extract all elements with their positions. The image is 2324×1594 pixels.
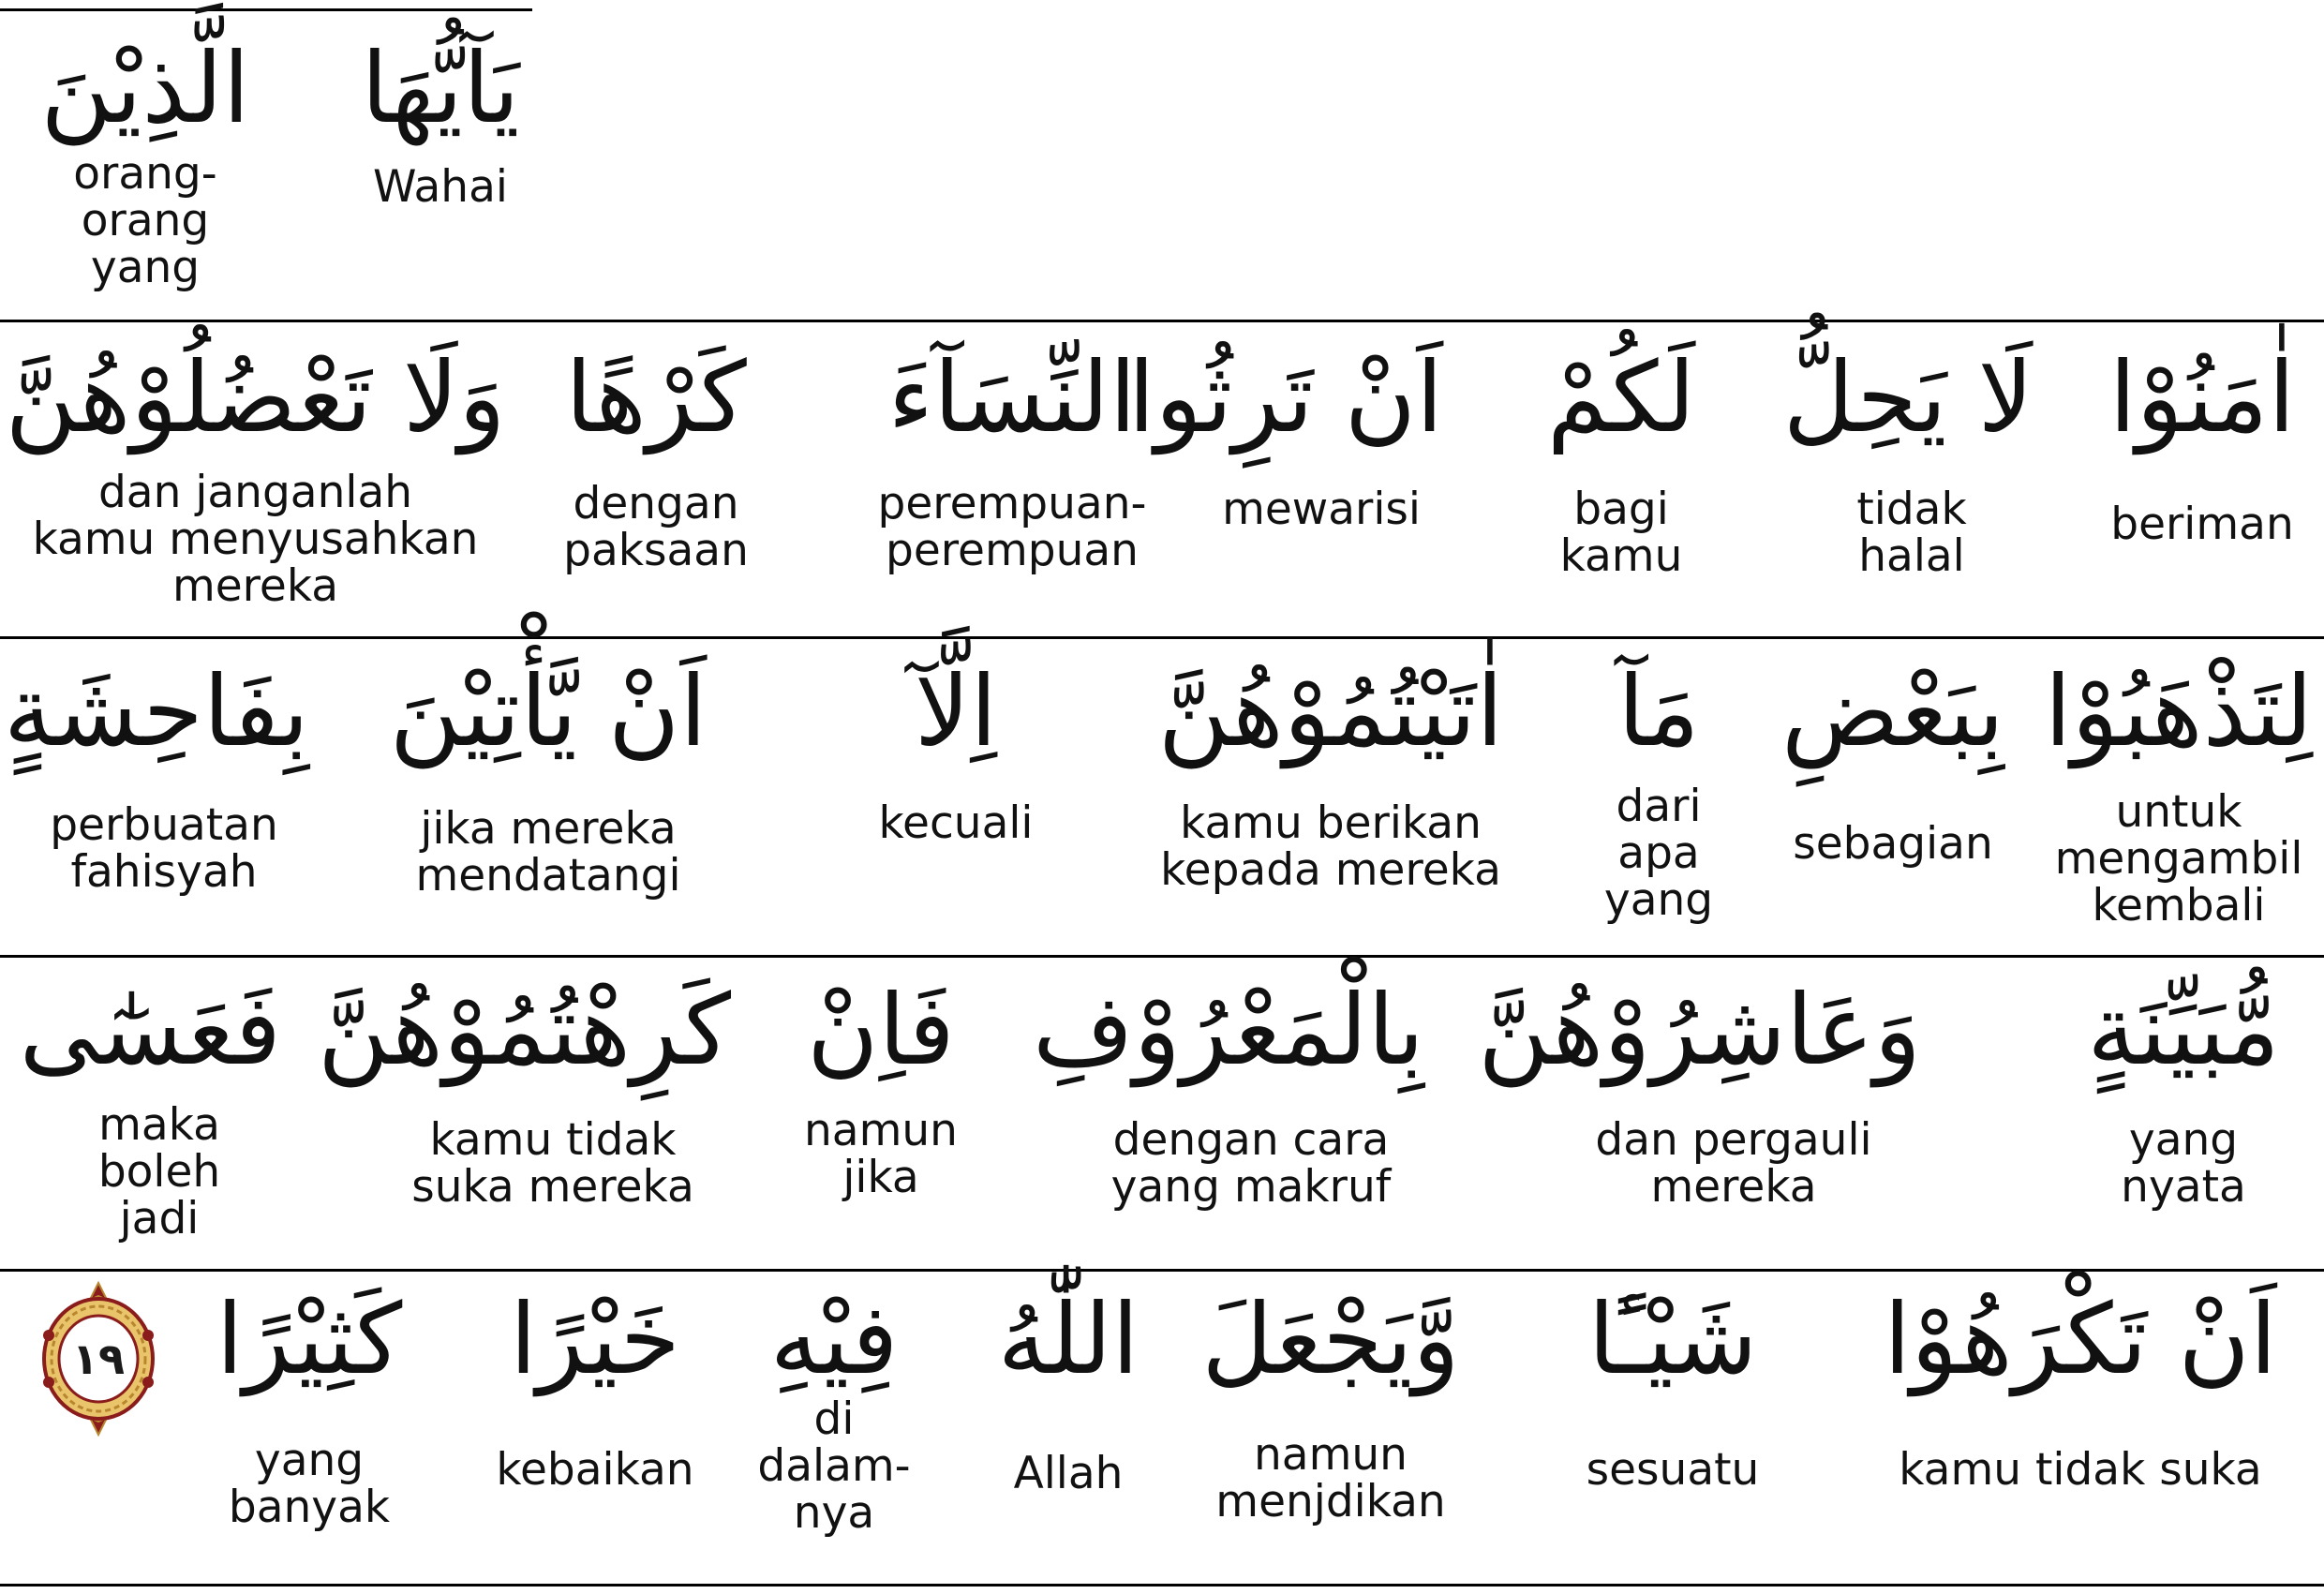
arabic-word: لَكُمْ xyxy=(1546,340,1696,454)
word-cell xyxy=(318,973,731,1214)
arabic-word: اِلَّآ xyxy=(914,654,998,768)
translation: yang banyak xyxy=(228,1435,391,1534)
arabic-word: فَاِنْ xyxy=(807,973,955,1087)
arabic-word: يَآيُّهَا xyxy=(361,31,520,145)
arabic-word: خَيْرًا xyxy=(510,1282,680,1396)
verse-number-medallion xyxy=(37,1279,159,1438)
translation: kamu tidak suka xyxy=(1899,1444,2262,1497)
word-cell xyxy=(1032,973,1424,1214)
arabic-word: بِالْمَعْرُوْفِ xyxy=(1032,973,1424,1087)
word-cell xyxy=(778,973,984,1204)
word-cell xyxy=(19,973,281,1245)
translation: kamu berikan kepada mereka xyxy=(1160,797,1501,897)
translation: kecuali xyxy=(878,797,1034,850)
translation: kamu tidak suka mereka xyxy=(411,1114,694,1214)
word-cell xyxy=(3,654,309,899)
row-divider xyxy=(0,955,2324,958)
verse-number: ١٩ xyxy=(71,1333,126,1384)
arabic-word: بِبَعْضِ xyxy=(1781,654,2004,768)
arabic-word: كَرِهْتُمُوْهُنَّ xyxy=(318,973,731,1087)
translation: dengan paksaan xyxy=(563,478,749,577)
arabic-word: اٰمَنُوْا xyxy=(2108,340,2296,454)
word-cell xyxy=(2080,340,2324,551)
word-cell xyxy=(169,1282,450,1534)
translation: perempuan- perempuan xyxy=(877,478,1147,577)
translation: mewarisi xyxy=(1222,484,1421,536)
translation: Wahai xyxy=(373,161,508,214)
word-cell xyxy=(1865,1282,2296,1497)
arabic-word: وَّيَجْعَلَ xyxy=(1201,1282,1460,1396)
translation: namun menjdikan xyxy=(1215,1429,1446,1528)
translation: Allah xyxy=(1013,1448,1124,1500)
translation: perbuatan fahisyah xyxy=(50,799,278,899)
word-cell xyxy=(309,31,572,214)
translation: beriman xyxy=(2110,499,2294,551)
word-cell xyxy=(0,340,511,613)
word-cell xyxy=(375,654,722,902)
translation: dari apa yang xyxy=(1603,781,1714,927)
arabic-word: وَعَاشِرُوْهُنَّ xyxy=(1478,973,1921,1087)
word-cell xyxy=(825,654,1087,850)
arabic-word: النِّسَآءَ xyxy=(887,340,1137,454)
row-divider xyxy=(0,636,2324,639)
arabic-word: اٰتَيْتُمُوْهُنَّ xyxy=(1157,654,1504,768)
word-cell xyxy=(478,1282,712,1497)
arabic-word: الَّذِيْنَ xyxy=(40,31,250,145)
translation: dengan cara yang makruf xyxy=(1110,1114,1392,1214)
arabic-word: مَآ xyxy=(1617,654,1700,768)
arabic-word: اللّٰهُ xyxy=(997,1282,1140,1396)
word-cell xyxy=(1481,340,1762,583)
translation: yang nyata xyxy=(2121,1114,2246,1214)
arabic-word: اَنْ تَرِثُوا xyxy=(1127,340,1443,454)
word-cell xyxy=(731,1282,937,1540)
word-cell xyxy=(1782,340,2034,583)
translation: tidak halal xyxy=(1856,484,1967,583)
translation: sesuatu xyxy=(1586,1444,1760,1497)
arabic-word: فِيْهِ xyxy=(769,1282,899,1396)
word-cell xyxy=(1190,1282,1471,1528)
word-cell xyxy=(1478,973,1921,1214)
word-cell xyxy=(9,31,281,294)
arabic-word: لَا يَحِلُّ xyxy=(1782,340,2034,454)
translation: jika mereka mendatangi xyxy=(415,803,681,902)
word-cell xyxy=(534,340,778,577)
arabic-word: بِفَاحِشَةٍ xyxy=(3,654,309,768)
arabic-word: كَثِيْرًا xyxy=(216,1282,403,1396)
translation: dan janganlah kamu menyusahkan mereka xyxy=(32,467,479,613)
arabic-word: مُّبَيِّنَةٍ xyxy=(2087,973,2280,1087)
arabic-word: اَنْ تَكْرَهُوْا xyxy=(1884,1282,2277,1396)
arabic-word: شَيْـًٔا xyxy=(1587,1282,1758,1396)
word-cell xyxy=(1125,654,1537,897)
word-cell xyxy=(1127,340,1443,536)
arabic-word: اَنْ يَّأْتِيْنَ xyxy=(389,654,708,768)
row-divider xyxy=(0,1584,2324,1587)
arabic-word: وَلَا تَعْضُلُوْهُنَّ xyxy=(5,340,506,454)
translation: maka boleh jadi xyxy=(97,1099,221,1245)
row-divider xyxy=(0,320,2324,322)
translation: untuk mengambil kembali xyxy=(2054,786,2303,932)
translation: sebagian xyxy=(1793,818,1993,871)
word-cell xyxy=(2034,654,2324,932)
top-rule xyxy=(0,8,532,11)
arabic-word: كَرْهًا xyxy=(565,340,747,454)
word-cell xyxy=(853,340,1171,577)
translation: dan pergauli mereka xyxy=(1595,1114,1872,1214)
translation: bagi kamu xyxy=(1559,484,1683,583)
arabic-word: فَعَسٰٓى xyxy=(19,973,281,1087)
word-cell xyxy=(1574,654,1743,927)
translation: di dalam- nya xyxy=(757,1393,911,1540)
translation: namun jika xyxy=(804,1105,958,1204)
word-cell xyxy=(1565,1282,1780,1497)
translation: kebaikan xyxy=(496,1444,694,1497)
translation: orang- orang yang xyxy=(73,148,217,294)
word-cell xyxy=(2043,973,2324,1214)
arabic-word: لِتَذْهَبُوْا xyxy=(2044,654,2314,768)
word-cell xyxy=(975,1282,1162,1500)
row-divider xyxy=(0,1269,2324,1272)
word-cell xyxy=(1762,654,2024,871)
